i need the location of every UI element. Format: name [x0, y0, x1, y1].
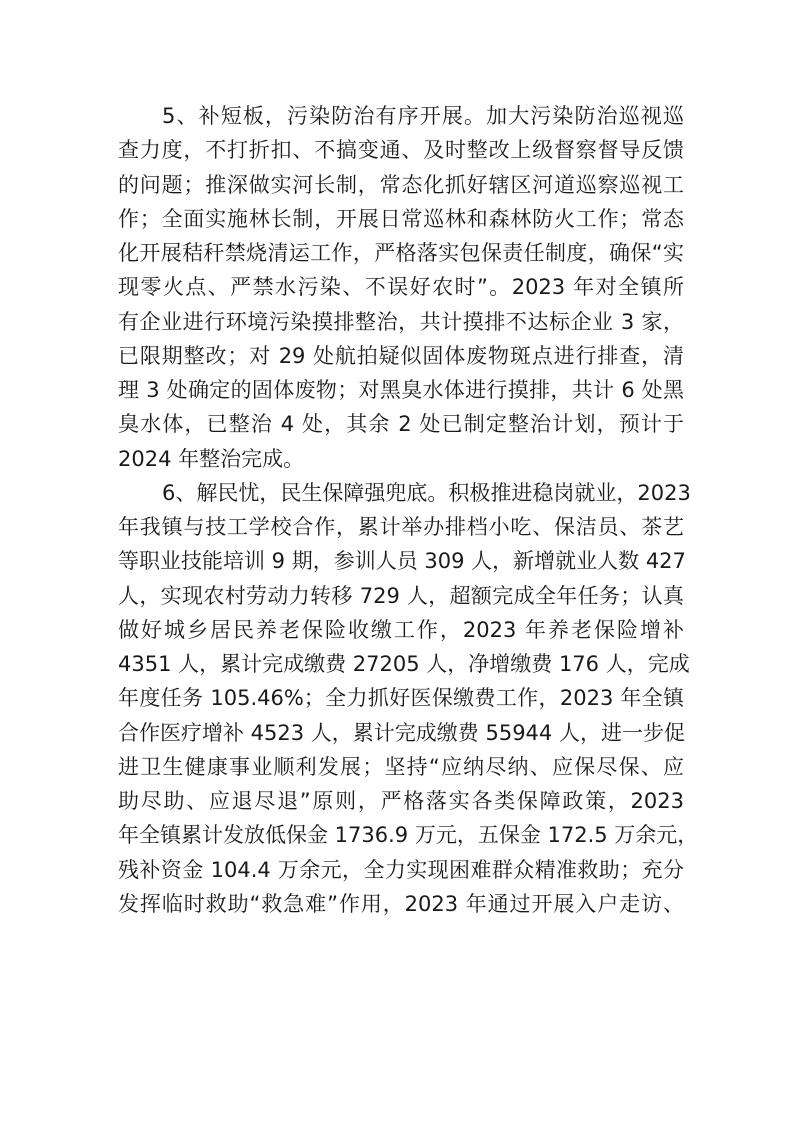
- paragraph-line: 作；全面实施林长制，开展日常巡林和森林防火工作；常态: [118, 206, 684, 231]
- paragraph-line: 年全镇累计发放低保金 1736.9 万元，五保金 172.5 万余元，: [118, 823, 699, 848]
- paragraph-line: 等职业技能培训 9 期，参训人员 309 人，新增就业人数 427: [118, 549, 686, 574]
- paragraph-line: 年我镇与技工学校合作，累计举办排档小吃、保洁员、茶艺: [118, 515, 684, 539]
- paragraph-line: 6、解民忧，民生保障强兜底。积极推进稳岗就业，2023: [162, 480, 691, 505]
- document-body: [118, 99, 699, 921]
- paragraph-line: 进卫生健康事业顺利发展；坚持“应纳尽纳、应保尽保、应: [118, 754, 684, 779]
- paragraph-line: 残补资金 104.4 万余元，全力实现困难群众精准救助；充分: [118, 857, 684, 882]
- paragraph-line: 臭水体，已整治 4 处，其余 2 处已制定整治计划，预计于: [118, 412, 684, 437]
- paragraph-line: 理 3 处确定的固体废物；对黑臭水体进行摸排，共计 6 处黑: [118, 378, 684, 402]
- paragraph-line: 做好城乡居民养老保险收缴工作，2023 年养老保险增补: [118, 617, 684, 642]
- paragraph-line: 的问题；推深做实河长制，常态化抓好辖区河道巡察巡视工: [118, 172, 684, 197]
- paragraph-line: 化开展秸秆禁烧清运工作，严格落实包保责任制度，确保“实: [118, 241, 684, 265]
- paragraph-line: 合作医疗增补 4523 人，累计完成缴费 55944 人，进一步促: [118, 720, 685, 745]
- paragraph-line: 助尽助、应退尽退”原则，严格落实各类保障政策，2023: [118, 789, 684, 813]
- paragraph-line: 年度任务 105.46%；全力抓好医保缴费工作，2023 年全镇: [118, 686, 684, 711]
- paragraph-line: 2024 年整治完成。: [118, 446, 305, 471]
- paragraph-line: 人，实现农村劳动力转移 729 人，超额完成全年任务；认真: [118, 583, 684, 608]
- paragraph-line: 5、补短板，污染防治有序开展。加大污染防治巡视巡: [162, 104, 684, 128]
- paragraph-line: 已限期整改；对 29 处航拍疑似固体废物斑点进行排查，清: [118, 343, 684, 368]
- paragraph-line: 4351 人，累计完成缴费 27205 人，净增缴费 176 人，完成: [118, 652, 690, 676]
- paragraph-line: 现零火点、严禁水污染、不误好农时”。2023 年对全镇所: [118, 275, 684, 300]
- paragraph-line: 发挥临时救助“救急难”作用，2023 年通过开展入户走访、: [118, 891, 684, 916]
- paragraph-line: 查力度，不打折扣、不搞变通、及时整改上级督察督导反馈: [118, 138, 684, 163]
- paragraph-line: 有企业进行环境污染摸排整治，共计摸排不达标企业 3 家，: [118, 309, 684, 334]
